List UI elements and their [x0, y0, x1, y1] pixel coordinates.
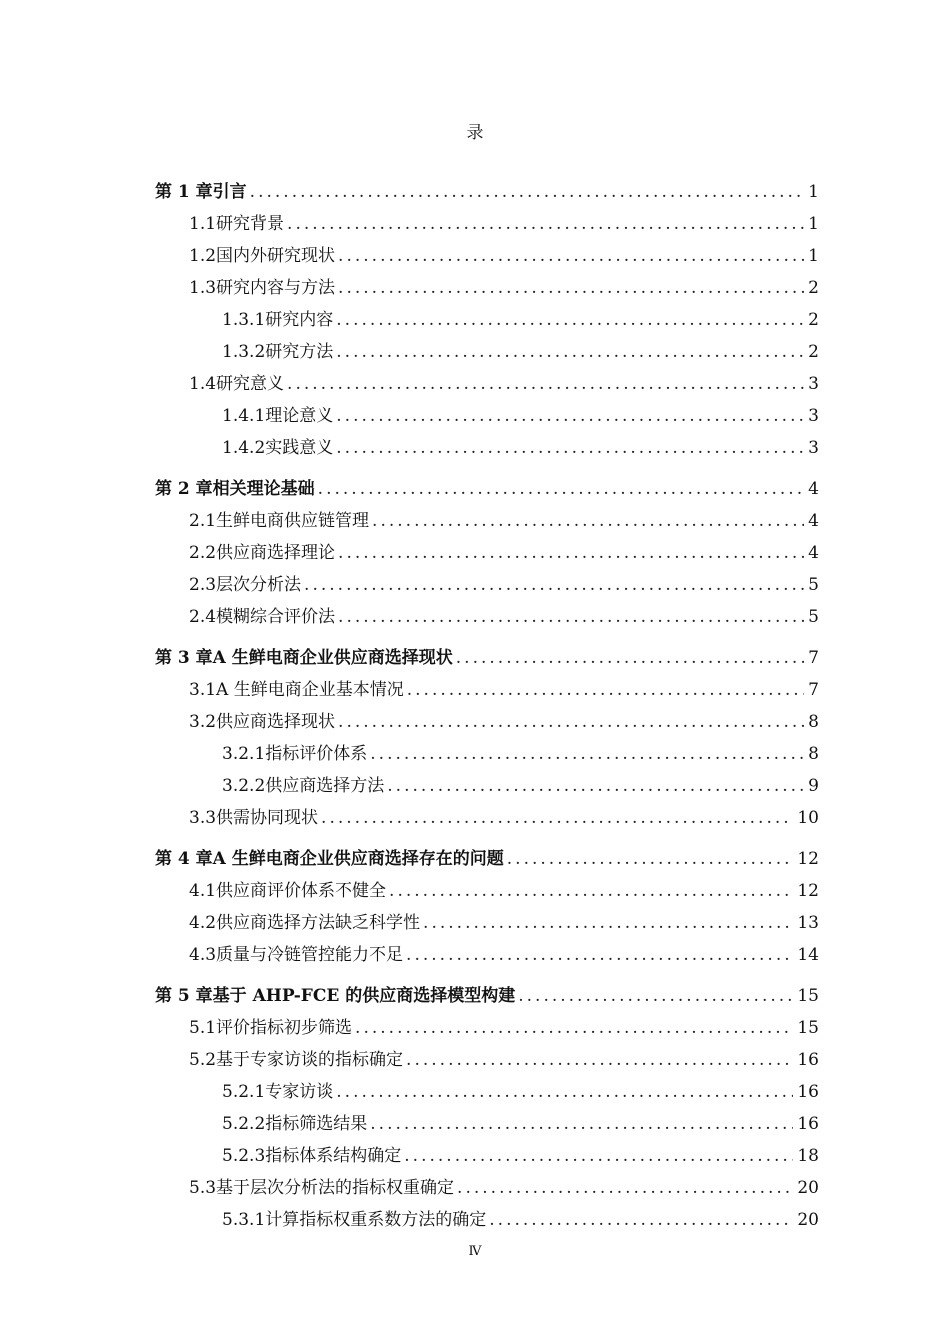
- toc-dot-leader: [321, 802, 793, 834]
- toc-entry-title: 研究内容: [265, 310, 334, 330]
- toc-entry-page: 2: [808, 278, 819, 298]
- toc-entry-title: 供应商选择方法: [265, 776, 385, 796]
- toc-section-entry[interactable]: [155, 240, 819, 272]
- toc-entry-number: 5.3: [189, 1178, 217, 1198]
- toc-entry-page: 1: [808, 246, 819, 266]
- toc-dot-leader: [287, 208, 804, 240]
- toc-chapter-entry[interactable]: [155, 843, 819, 875]
- toc-entry-title: A 生鲜电商企业基本情况: [216, 680, 404, 700]
- toc-entry-title: 供应商选择理论: [216, 543, 336, 563]
- toc-dot-leader: [338, 272, 804, 304]
- toc-entry-title: 理论意义: [265, 406, 334, 426]
- toc-dot-leader: [336, 432, 804, 464]
- toc-chapter-entry[interactable]: [155, 473, 819, 505]
- toc-entry-number: 2.4: [189, 607, 217, 627]
- toc-entry-title: 质量与冷链管控能力不足: [216, 945, 404, 965]
- toc-section-entry[interactable]: [155, 1044, 819, 1076]
- toc-dot-leader: [338, 537, 804, 569]
- toc-entry-number: 第 5 章: [155, 986, 213, 1006]
- toc-entry-page: 4: [808, 479, 819, 499]
- toc-entry-number: 5.3.1: [222, 1210, 266, 1230]
- toc-dot-leader: [387, 770, 804, 802]
- toc-entry-number: 1.2: [189, 246, 217, 266]
- toc-entry-page: 12: [797, 849, 819, 869]
- toc-section-entry[interactable]: [155, 802, 819, 834]
- toc-entry-title: 基于 AHP-FCE 的供应商选择模型构建: [212, 986, 516, 1006]
- toc-entry-number: 第 2 章: [155, 479, 213, 499]
- toc-section-entry[interactable]: [155, 875, 819, 907]
- toc-dot-leader: [287, 368, 804, 400]
- toc-entry-page: 9: [808, 776, 819, 796]
- toc-entry-page: 16: [797, 1082, 819, 1102]
- toc-entry-page: 5: [808, 607, 819, 627]
- toc-entry-page: 8: [808, 712, 819, 732]
- toc-entry-number: 5.1: [189, 1018, 217, 1038]
- toc-dot-leader: [370, 1108, 793, 1140]
- toc-section-entry[interactable]: [155, 304, 819, 336]
- toc-entry-number: 4.2: [189, 913, 217, 933]
- toc-dot-leader: [507, 843, 794, 875]
- toc-entry-number: 1.3.1: [222, 310, 266, 330]
- toc-dot-leader: [489, 1204, 793, 1236]
- toc-entry-page: 15: [797, 986, 819, 1006]
- toc-dot-leader: [250, 176, 805, 208]
- toc-entry-page: 2: [808, 310, 819, 330]
- toc-entry-number: 5.2: [189, 1050, 217, 1070]
- toc-entry-number: 3.3: [189, 808, 217, 828]
- toc-entry-number: 5.2.3: [222, 1146, 266, 1166]
- toc-section-entry[interactable]: [155, 1172, 819, 1204]
- toc-entry-number: 2.2: [189, 543, 217, 563]
- toc-section-entry[interactable]: [155, 674, 819, 706]
- toc-entry-number: 第 4 章: [155, 849, 213, 869]
- toc-entry-number: 5.2.1: [222, 1082, 266, 1102]
- toc-entry-title: 研究背景: [216, 214, 285, 234]
- toc-entry-number: 4.1: [189, 881, 217, 901]
- toc-entry-title: 基于专家访谈的指标确定: [216, 1050, 404, 1070]
- toc-entry-title: 计算指标权重系数方法的确定: [265, 1210, 487, 1230]
- toc-dot-leader: [423, 907, 793, 939]
- toc-dot-leader: [457, 1172, 793, 1204]
- toc-section-entry[interactable]: [155, 907, 819, 939]
- toc-entry-page: 1: [808, 182, 819, 202]
- toc-entry-page: 14: [797, 945, 819, 965]
- toc-chapter-entry[interactable]: [155, 980, 819, 1012]
- toc-title: 录: [466, 123, 484, 143]
- toc-entry-number: 第 1 章: [155, 182, 213, 202]
- toc-dot-leader: [389, 875, 793, 907]
- toc-entry-page: 7: [808, 648, 819, 668]
- toc-entry-title: 相关理论基础: [212, 479, 315, 499]
- toc-entry-page: 12: [797, 881, 819, 901]
- table-of-contents: [155, 176, 819, 1236]
- toc-section-entry[interactable]: [155, 939, 819, 971]
- toc-dot-leader: [338, 706, 804, 738]
- toc-entry-number: 5.2.2: [222, 1114, 266, 1134]
- toc-entry-number: 3.2.1: [222, 744, 266, 764]
- toc-entry-page: 10: [797, 808, 819, 828]
- toc-entry-page: 7: [808, 680, 819, 700]
- toc-entry-title: 引言: [212, 182, 247, 202]
- toc-chapter-entry[interactable]: [155, 642, 819, 674]
- toc-entry-title: 生鲜电商供应链管理: [216, 511, 370, 531]
- toc-dot-leader: [456, 642, 804, 674]
- toc-entry-page: 18: [797, 1146, 819, 1166]
- toc-dot-leader: [518, 980, 793, 1012]
- toc-entry-title: 层次分析法: [216, 575, 302, 595]
- toc-entry-title: 研究意义: [216, 374, 285, 394]
- toc-entry-page: 20: [797, 1210, 819, 1230]
- toc-dot-leader: [318, 473, 805, 505]
- toc-section-entry[interactable]: [155, 706, 819, 738]
- toc-section-entry[interactable]: [155, 601, 819, 633]
- toc-entry-title: 指标体系结构确定: [265, 1146, 402, 1166]
- toc-entry-title: 研究方法: [265, 342, 334, 362]
- toc-entry-number: 3.1: [189, 680, 217, 700]
- toc-entry-page: 16: [797, 1114, 819, 1134]
- toc-section-entry[interactable]: [155, 272, 819, 304]
- toc-dot-leader: [338, 240, 804, 272]
- toc-dot-leader: [304, 569, 804, 601]
- toc-dot-leader: [406, 1044, 793, 1076]
- toc-entry-number: 1.4.1: [222, 406, 266, 426]
- toc-entry-title: 指标评价体系: [265, 744, 368, 764]
- toc-section-entry[interactable]: [155, 432, 819, 464]
- toc-entry-title: A 生鲜电商企业供应商选择现状: [212, 648, 453, 668]
- toc-entry-title: A 生鲜电商企业供应商选择存在的问题: [212, 849, 504, 869]
- toc-section-entry[interactable]: [155, 1108, 819, 1140]
- toc-entry-number: 1.3.2: [222, 342, 266, 362]
- toc-dot-leader: [370, 738, 804, 770]
- toc-entry-page: 4: [808, 543, 819, 563]
- toc-dot-leader: [407, 674, 804, 706]
- toc-dot-leader: [336, 400, 804, 432]
- toc-dot-leader: [406, 939, 793, 971]
- toc-entry-number: 2.1: [189, 511, 217, 531]
- toc-entry-title: 指标筛选结果: [265, 1114, 368, 1134]
- toc-entry-number: 1.4: [189, 374, 217, 394]
- toc-dot-leader: [355, 1012, 793, 1044]
- toc-entry-page: 16: [797, 1050, 819, 1070]
- toc-entry-number: 3.2.2: [222, 776, 266, 796]
- toc-entry-page: 3: [808, 374, 819, 394]
- toc-entry-page: 15: [797, 1018, 819, 1038]
- toc-entry-number: 2.3: [189, 575, 217, 595]
- page-number-footer: Ⅳ: [468, 1244, 482, 1259]
- toc-entry-number: 1.4.2: [222, 438, 266, 458]
- toc-entry-title: 供需协同现状: [216, 808, 319, 828]
- toc-section-entry[interactable]: [155, 569, 819, 601]
- toc-entry-page: 4: [808, 511, 819, 531]
- toc-entry-page: 5: [808, 575, 819, 595]
- toc-section-entry[interactable]: [155, 336, 819, 368]
- toc-entry-title: 国内外研究现状: [216, 246, 336, 266]
- toc-chapter-entry[interactable]: [155, 176, 819, 208]
- toc-section-entry[interactable]: [155, 505, 819, 537]
- toc-entry-page: 8: [808, 744, 819, 764]
- toc-entry-page: 20: [797, 1178, 819, 1198]
- toc-dot-leader: [338, 601, 804, 633]
- toc-section-entry[interactable]: [155, 208, 819, 240]
- toc-entry-title: 供应商评价体系不健全: [216, 881, 387, 901]
- toc-section-entry[interactable]: [155, 1076, 819, 1108]
- toc-entry-number: 3.2: [189, 712, 217, 732]
- toc-entry-title: 评价指标初步筛选: [216, 1018, 353, 1038]
- toc-section-entry[interactable]: [155, 368, 819, 400]
- toc-entry-number: 1.3: [189, 278, 217, 298]
- toc-dot-leader: [336, 304, 804, 336]
- toc-section-entry[interactable]: [155, 1204, 819, 1236]
- toc-section-entry[interactable]: [155, 1012, 819, 1044]
- toc-entry-number: 第 3 章: [155, 648, 213, 668]
- toc-entry-page: 3: [808, 438, 819, 458]
- toc-dot-leader: [372, 505, 804, 537]
- toc-entry-title: 实践意义: [265, 438, 334, 458]
- toc-entry-page: 2: [808, 342, 819, 362]
- toc-section-entry[interactable]: [155, 400, 819, 432]
- toc-entry-title: 研究内容与方法: [216, 278, 336, 298]
- toc-dot-leader: [336, 1076, 793, 1108]
- toc-section-entry[interactable]: [155, 770, 819, 802]
- toc-section-entry[interactable]: [155, 537, 819, 569]
- toc-section-entry[interactable]: [155, 1140, 819, 1172]
- toc-entry-title: 基于层次分析法的指标权重确定: [216, 1178, 455, 1198]
- toc-entry-title: 供应商选择现状: [216, 712, 336, 732]
- toc-entry-title: 模糊综合评价法: [216, 607, 336, 627]
- toc-entry-number: 1.1: [189, 214, 217, 234]
- toc-dot-leader: [336, 336, 804, 368]
- toc-dot-leader: [404, 1140, 793, 1172]
- toc-entry-title: 专家访谈: [265, 1082, 334, 1102]
- toc-entry-title: 供应商选择方法缺乏科学性: [216, 913, 421, 933]
- toc-entry-page: 13: [797, 913, 819, 933]
- toc-entry-page: 3: [808, 406, 819, 426]
- toc-section-entry[interactable]: [155, 738, 819, 770]
- toc-entry-number: 4.3: [189, 945, 217, 965]
- toc-entry-page: 1: [808, 214, 819, 234]
